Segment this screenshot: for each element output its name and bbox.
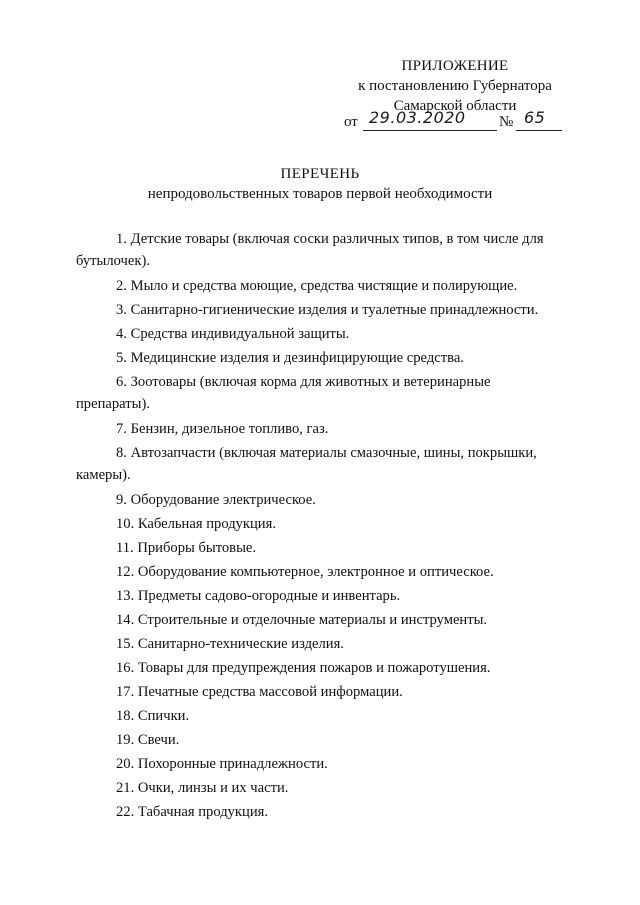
document-subtitle: непродовольственных товаров первой необходимости	[147, 186, 493, 202]
list-item: 22. Табачная продукция.	[116, 804, 269, 820]
list-item: 7. Бензин, дизельное топливо, газ.	[116, 421, 329, 437]
document-title: ПЕРЕЧЕНЬ	[280, 166, 360, 182]
reference-line	[344, 108, 584, 134]
list-item: 16. Товары для предупреждения пожаров и пожаротушения.	[116, 660, 491, 676]
list-item: 10. Кабельная продукция.	[116, 516, 276, 532]
list-item: 3. Санитарно-гигиенические изделия и туалетные принадлежности.	[116, 302, 539, 318]
list-item: 6. Зоотовары (включая корма для животных и ветеринарные препараты).	[76, 374, 491, 412]
date-field	[363, 108, 497, 131]
ot-label: от	[344, 114, 358, 130]
list-item: 19. Свечи.	[116, 732, 180, 748]
list-item: 5. Медицинские изделия и дезинфицирующие средства.	[116, 350, 464, 366]
list-item: 8. Автозапчасти (включая материалы смазочные, шины, покрышки, камеры).	[76, 445, 537, 483]
handwritten-number: 65	[524, 108, 546, 127]
list-item: 21. Очки, линзы и их части.	[116, 780, 289, 796]
appendix-line-1: к постановлению Губернатора	[358, 78, 552, 94]
list-item: 9. Оборудование электрическое.	[116, 492, 316, 508]
list-item: 20. Похоронные принадлежности.	[116, 756, 328, 772]
appendix-line-2: Самарской области	[393, 98, 517, 114]
list-item: 14. Строительные и отделочные материалы и инструменты.	[116, 612, 488, 628]
list-item: 1. Детские товары (включая соски различных типов, в том числе для бутылочек).	[76, 231, 544, 269]
list-item: 17. Печатные средства массовой информации.	[116, 684, 403, 700]
list-item: 11. Приборы бытовые.	[116, 540, 257, 556]
list-item: 18. Спички.	[116, 708, 190, 724]
list-item: 2. Мыло и средства моющие, средства чистящие и полирующие.	[116, 278, 518, 294]
list-item: 4. Средства индивидуальной защиты.	[116, 326, 350, 342]
list-item: 12. Оборудование компьютерное, электронное и оптическое.	[116, 564, 494, 580]
list-item: 15. Санитарно-технические изделия.	[116, 636, 344, 652]
number-field	[516, 108, 562, 131]
appendix-block	[330, 56, 580, 116]
number-sign-label: №	[499, 114, 514, 130]
goods-list	[76, 228, 556, 825]
list-item: 13. Предметы садово-огородные и инвентарь.	[116, 588, 401, 604]
handwritten-date: 29.03.2020	[369, 108, 466, 127]
appendix-title: ПРИЛОЖЕНИЕ	[401, 58, 509, 74]
